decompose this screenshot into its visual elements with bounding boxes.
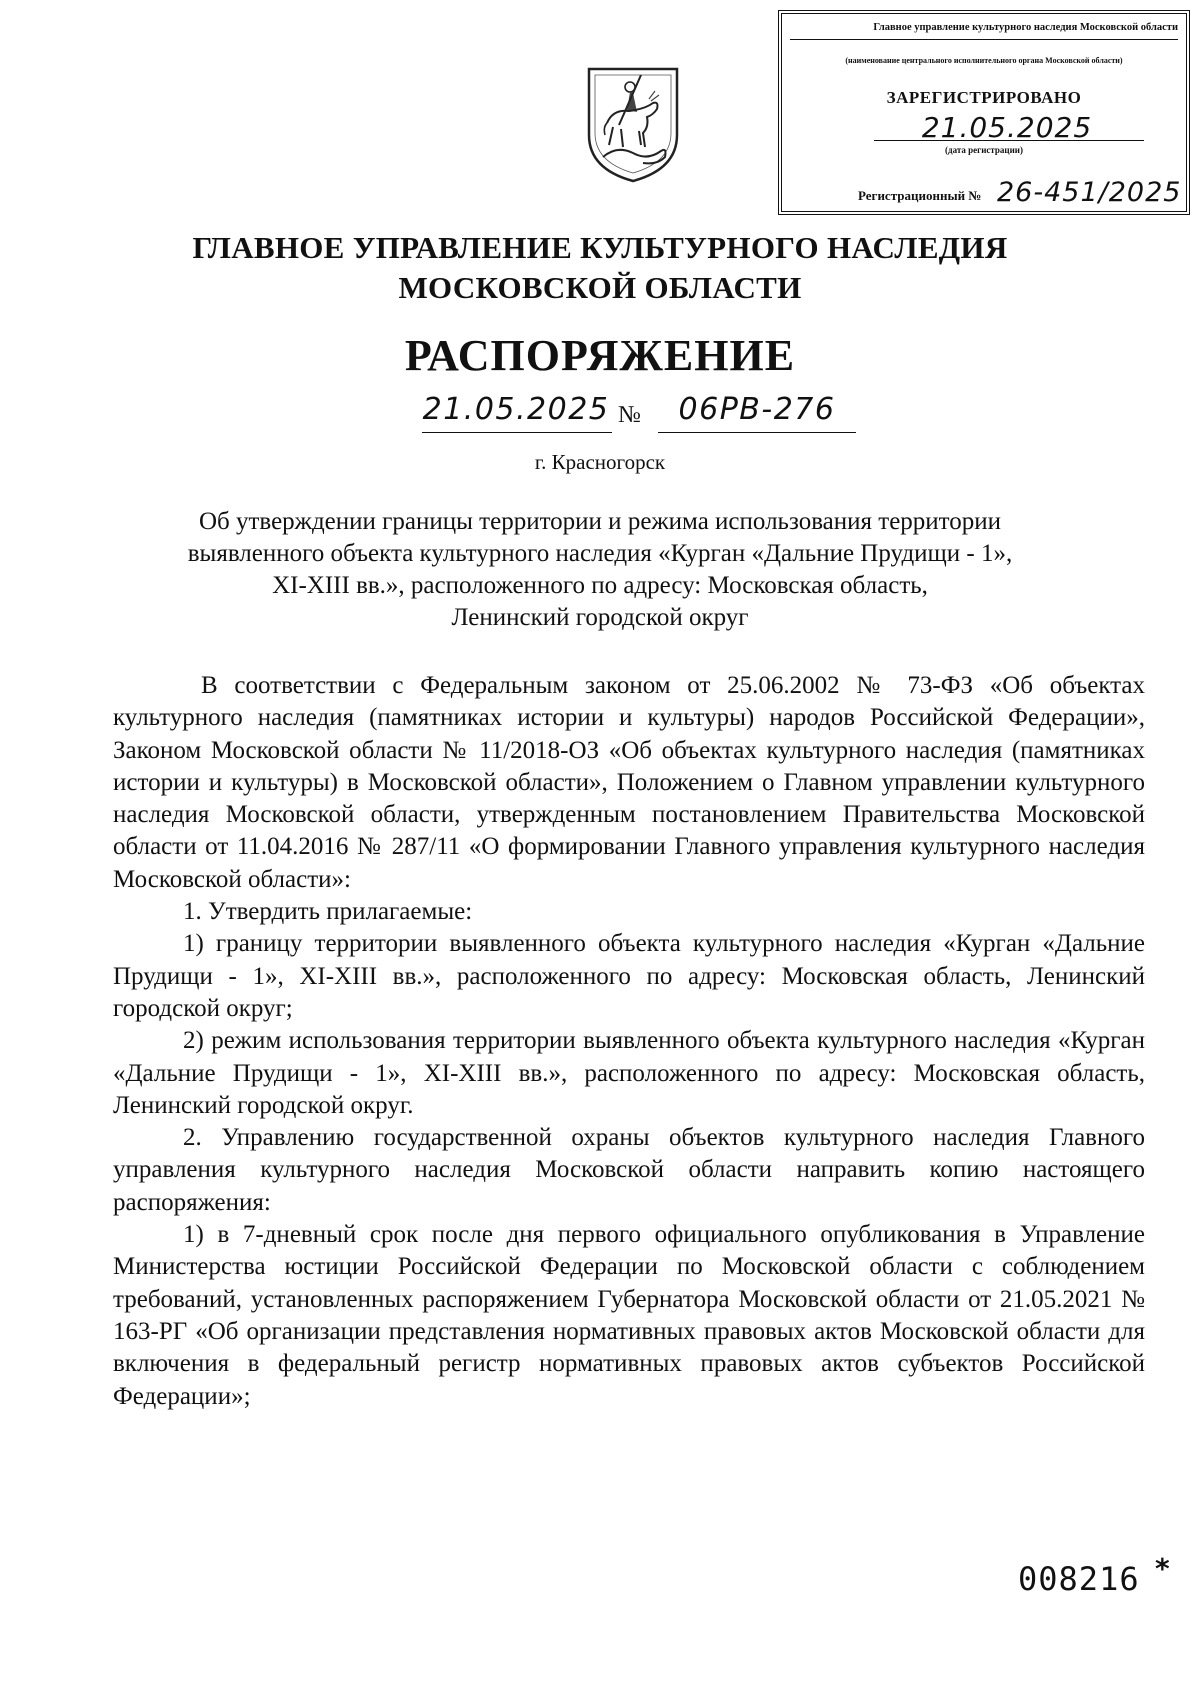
- stamp-number: 26-451/2025: [997, 177, 1182, 208]
- registration-stamp: [778, 10, 1190, 215]
- stamp-number-label: Регистрационный №: [858, 188, 982, 203]
- item-2: 2. Управлению государственной охраны объектов культурного наследия Главного управления культурного наследия Московской области направить копию настоящего распоряжения:: [113, 1124, 1145, 1216]
- item-2-1: 1) в 7-дневный срок после дня первого официального опубликования в Управление Министерства юстиции Российской Федерации по Московской области с соблюдением требований, установленных распоряжением Губернатора Московской области от 21.05.2021 № 163-РГ «Об организации представления нормативных правовых актов Московской области для включения в федеральный регистр нормативных правовых актов субъектов Российской Федерации»;: [113, 1221, 1145, 1410]
- document-date: 21.05.2025: [422, 392, 610, 427]
- subject-line: XI-XIII вв.», расположенного по адресу: Московская область,: [272, 572, 928, 599]
- item-1-2: 2) режим использования территории выявленного объекта культурного наследия «Курган «Дальние Прудищи - 1», XI-XIII вв.», расположенного по адресу: Московская область, Ленинский городской округ.: [113, 1027, 1145, 1119]
- serial-number: 008216: [1018, 1560, 1140, 1598]
- city: г. Красногорск: [534, 450, 666, 474]
- number-underline: [658, 432, 856, 433]
- stamp-org: Главное управление культурного наследия Московской области: [790, 22, 1178, 40]
- stamp-date-caption: (дата регистрации): [945, 145, 1023, 155]
- number-sign: №: [618, 402, 641, 428]
- item-1-1: 1) границу территории выявленного объекта культурного наследия «Курган «Дальние Прудищи - 1», XI-XIII вв.», расположенного по адресу: Московская область, Ленинский городской округ;: [113, 930, 1145, 1022]
- date-number-line: [422, 392, 862, 436]
- document-type: РАСПОРЯЖЕНИЕ: [404, 331, 796, 380]
- date-underline: [422, 432, 612, 433]
- stamp-date: 21.05.2025: [921, 111, 1093, 144]
- subject-line: Об утверждении границы территории и режима использования территории: [198, 508, 1002, 535]
- serial-mark: *: [1155, 1552, 1170, 1585]
- coat-of-arms-icon: [583, 65, 683, 185]
- item-1: 1. Утвердить прилагаемые:: [183, 898, 473, 926]
- document-number: 06РВ-276: [678, 392, 836, 427]
- document-subject: [140, 506, 1060, 634]
- agency-line-1: ГЛАВНОЕ УПРАВЛЕНИЕ КУЛЬТУРНОГО НАСЛЕДИЯ: [192, 230, 1008, 265]
- stamp-org-caption: (наименование центрального исполнительного органа Московской области): [845, 56, 1123, 65]
- subject-line: выявленного объекта культурного наследия «Курган «Дальние Прудищи - 1»,: [187, 540, 1013, 567]
- stamp-registered: ЗАРЕГИСТРИРОВАНО: [886, 88, 1082, 107]
- agency-line-2: МОСКОВСКОЙ ОБЛАСТИ: [398, 270, 802, 305]
- subject-line: Ленинский городской округ: [451, 604, 749, 631]
- document-body: [113, 670, 1145, 1413]
- preamble-paragraph: В соответствии с Федеральным законом от 25.06.2002 № 73-ФЗ «Об объектах культурного наследия (памятниках истории и культуры) народов Российской Федерации», Законом Московской области № 11/2018-ОЗ «Об объектах культурного наследия (памятниках истории и культуры) в Московской области», Положением о Главном управлении культурного наследия Московской области, утвержденным постановлением Правительства Московской области от 11.04.2016 № 287/11 «О формировании Главного управления культурного наследия Московской области»:: [113, 672, 1145, 893]
- agency-name: [0, 228, 1200, 308]
- stamp-date-underline: [874, 140, 1144, 141]
